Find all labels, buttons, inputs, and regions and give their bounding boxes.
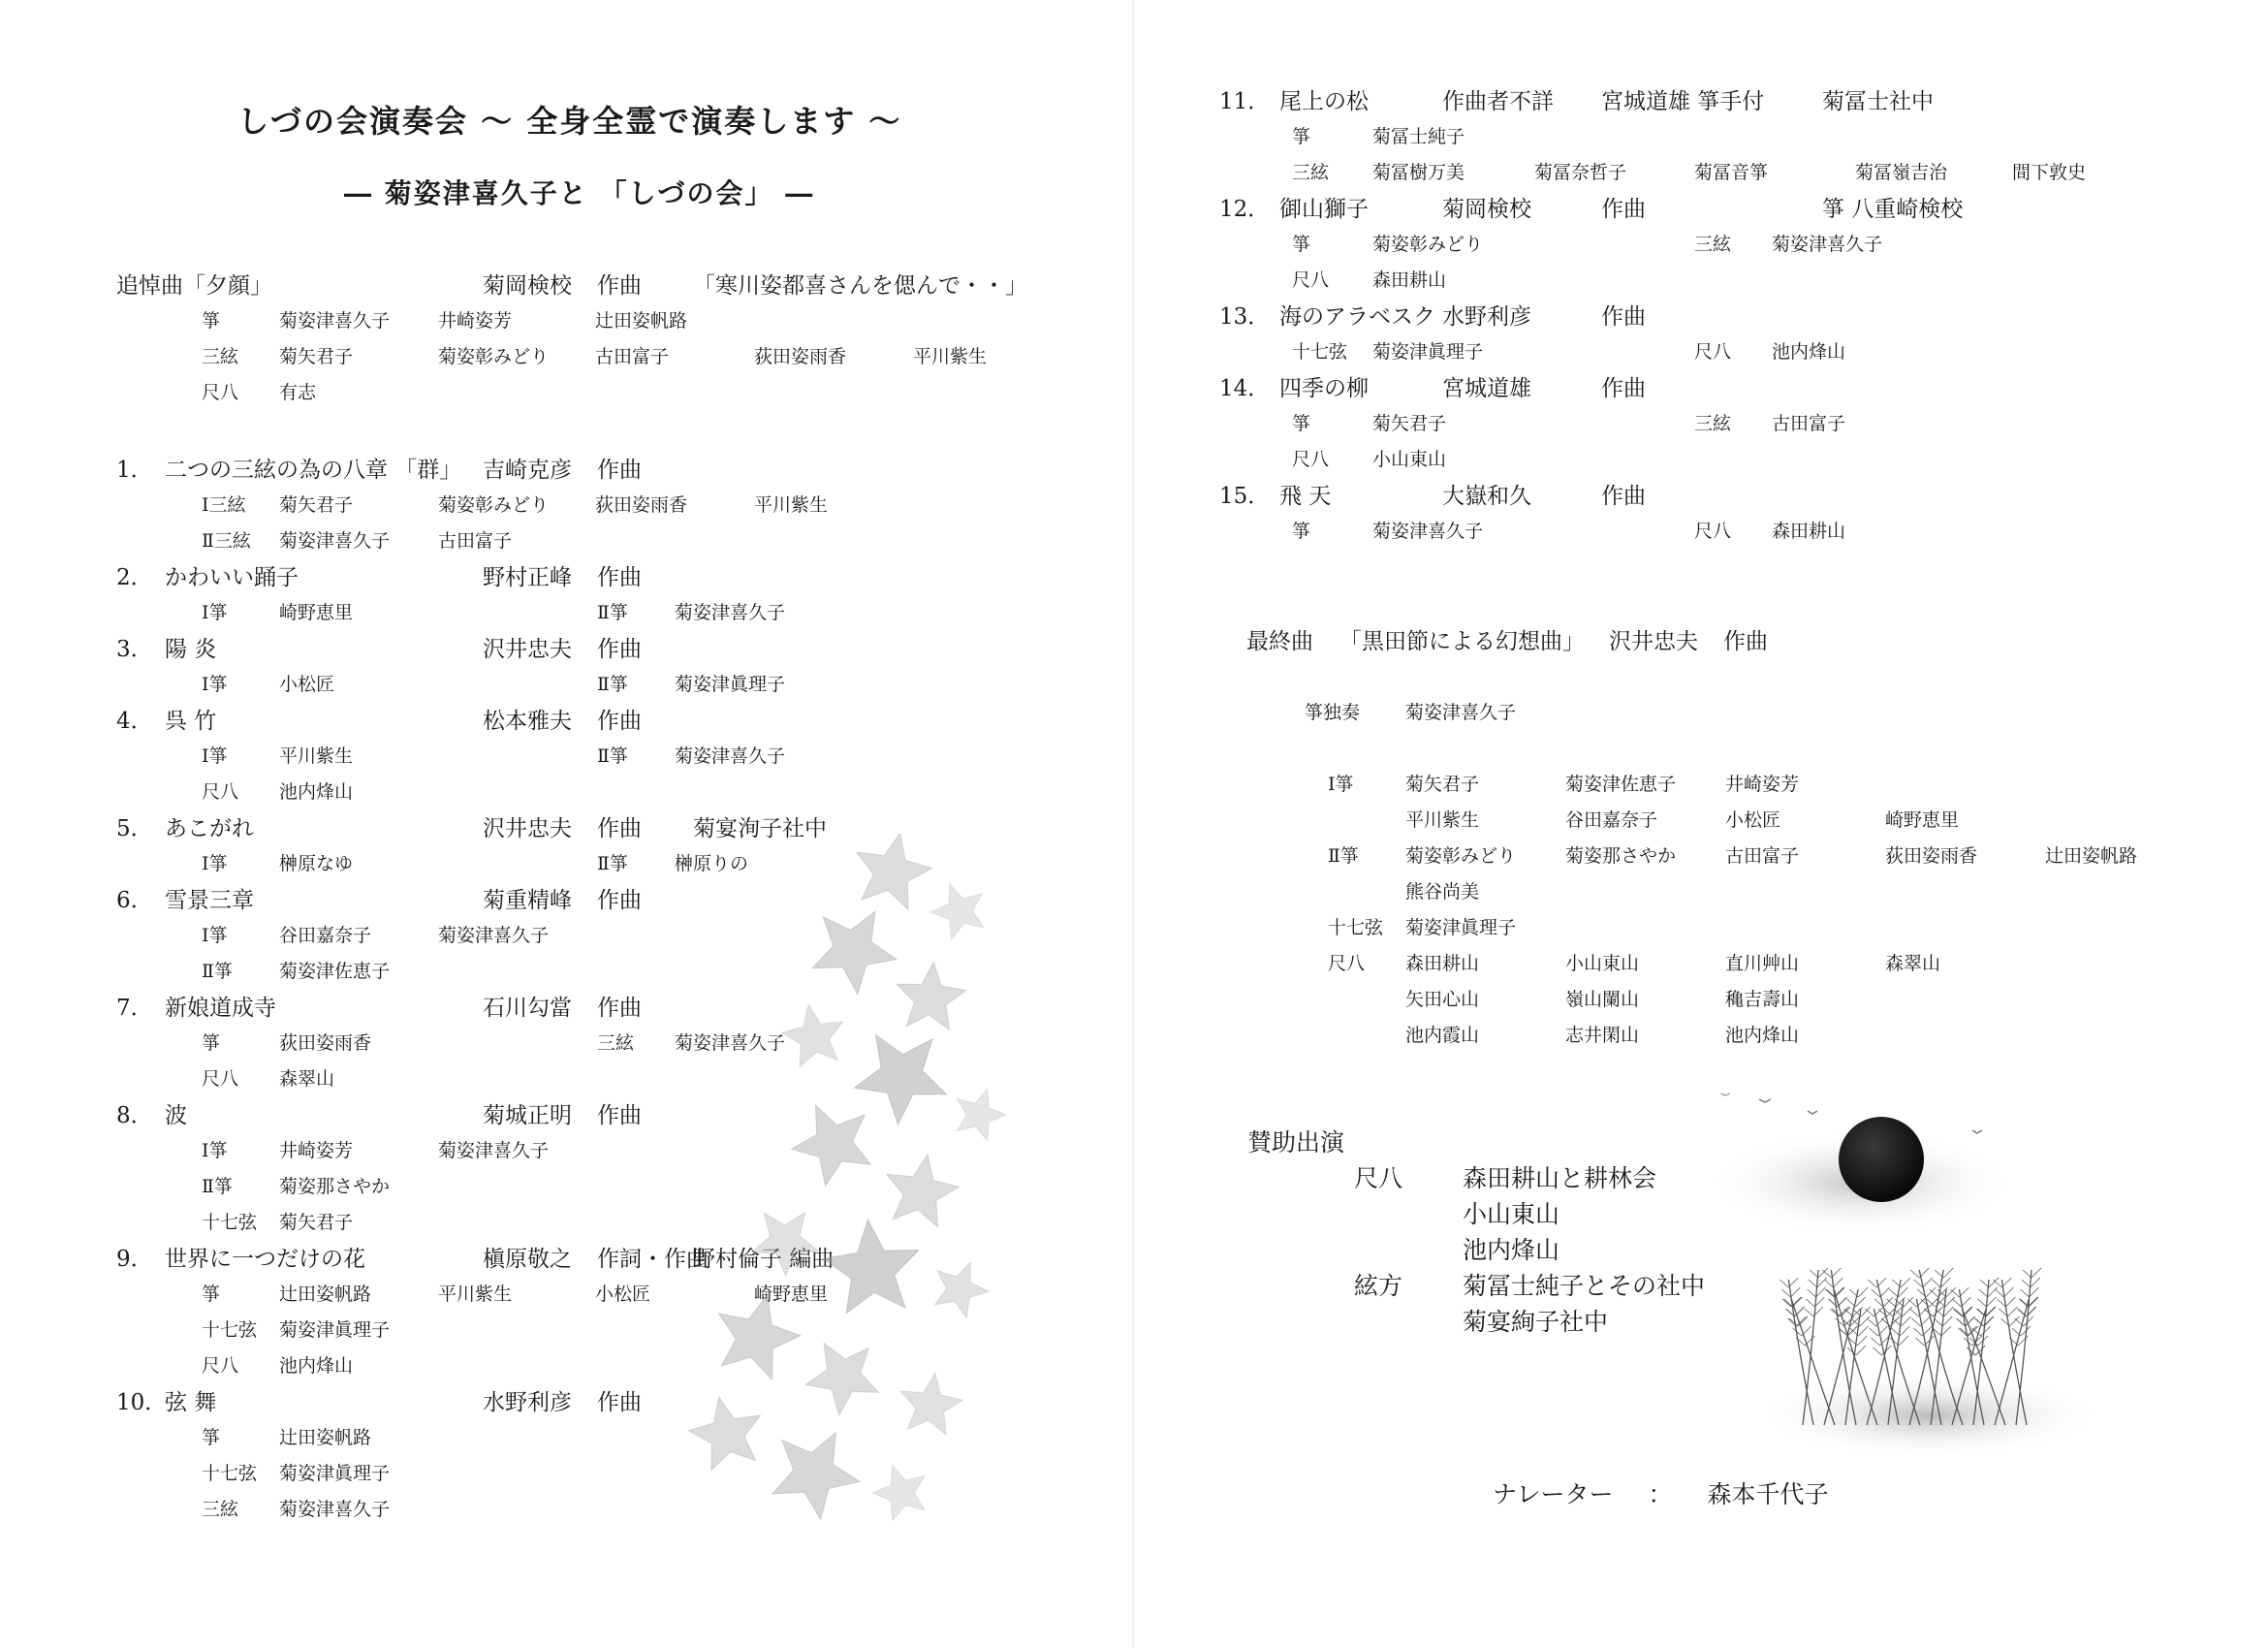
instrument-label: 尺八 [202, 1355, 239, 1377]
ensemble-row [1246, 797, 2177, 833]
program-role: 作曲 [597, 637, 642, 662]
instrument-label: 尺八 [1292, 269, 1330, 291]
program-composer: 沢井忠夫 [483, 816, 572, 841]
performer-name: 小山東山 [1372, 449, 1447, 470]
performer-name: 井崎姿芳 [1725, 774, 1800, 795]
program-number: 10． [116, 1390, 168, 1415]
performer-name: 有志 [279, 382, 317, 403]
program-list-right [1219, 78, 2237, 544]
performer-name: 菊矢君子 [1405, 774, 1480, 795]
performer-name: 菊姿彰みどり [438, 346, 550, 367]
instrument-label: 箏 [1292, 126, 1311, 147]
program-item-header [116, 625, 1086, 661]
performer-row [116, 298, 1086, 333]
program-item-header [1219, 472, 2237, 508]
solo-instrument: 箏独奏 [1305, 702, 1361, 723]
instrument-label: 三絃 [597, 1032, 635, 1054]
program-role: 作曲 [597, 1390, 642, 1415]
performer-row [116, 589, 1086, 625]
performer-name: 古田富子 [438, 530, 513, 552]
performer-name: 荻田姿雨香 [595, 494, 688, 516]
performer-name: 菊姿津眞理子 [675, 674, 786, 695]
performer-name: 菊姿津喜久子 [279, 310, 391, 332]
program-note: 菊宴洵子社中 [693, 816, 827, 841]
program-item [116, 625, 1086, 697]
program-item [1219, 364, 2237, 472]
performer-row [1219, 329, 2237, 364]
performer-name: 辻田姿帆路 [279, 1284, 372, 1305]
performer-name: 矢田心山 [1405, 989, 1480, 1010]
instrument-label: Ⅱ箏 [1328, 845, 1359, 867]
ensemble-row [1246, 976, 2177, 1012]
final-piece-label: 最終曲 [1246, 629, 1313, 654]
performer-name: 小松匠 [279, 674, 335, 695]
performer-name: 小松匠 [1725, 809, 1781, 831]
concert-title: しづの会演奏会 ～ 全身全霊で演奏します ～ [237, 103, 902, 140]
performer-name: 井崎姿芳 [279, 1140, 354, 1161]
instrument-label: Ⅱ箏 [202, 961, 233, 982]
program-role: 作曲 [597, 1103, 642, 1128]
program-number: 14． [1219, 376, 1271, 401]
program-composer: 野村正峰 [483, 565, 572, 590]
performer-name: 菊姿彰みどり [438, 494, 550, 516]
program-number: 6． [116, 888, 153, 913]
performer-name: 菊姿津喜久子 [675, 745, 786, 767]
instrument-label: 十七弦 [1328, 917, 1384, 938]
instrument-label: Ⅰ箏 [1328, 774, 1354, 795]
performer-name: 井崎姿芳 [438, 310, 513, 332]
program-note: 菊冨士社中 [1822, 89, 1934, 114]
program-title: 波 [165, 1103, 187, 1128]
pampas-grass-illustration [1745, 1251, 2113, 1464]
ensemble-row [1246, 940, 2177, 976]
instrument-label: 尺八 [1694, 341, 1732, 363]
final-piece [1246, 618, 2177, 1048]
instrument-label: 尺八 [1292, 449, 1330, 470]
performer-name: 菊姿津喜久子 [279, 530, 391, 552]
program-item [116, 554, 1086, 625]
instrument-label: 尺八 [1328, 953, 1366, 974]
instrument-label: 尺八 [202, 1068, 239, 1090]
instrument-label: 絃方 [1354, 1272, 1403, 1300]
program-role: 作曲 [597, 709, 642, 734]
instrument-label: Ⅰ箏 [202, 602, 228, 623]
performer-name: 菊矢君子 [279, 1212, 354, 1233]
maple-leaves-illustration [669, 834, 1037, 1532]
program-item-header [116, 554, 1086, 589]
program-number: 15． [1219, 484, 1271, 509]
performer-name: 小山東山 [1565, 953, 1640, 974]
performer-name: 荻田姿雨香 [1885, 845, 1978, 867]
program-item [116, 697, 1086, 805]
program-number: 12． [1219, 197, 1271, 222]
instrument-label: 箏 [202, 1032, 221, 1054]
program-number: 3． [116, 637, 153, 662]
program-title: あこがれ [165, 816, 254, 841]
program-composer: 菊岡検校 [483, 273, 572, 299]
program-title: 追悼曲「夕顔」 [116, 273, 272, 299]
program-role: 作曲 [597, 458, 642, 483]
performer-name: 崎野恵里 [1885, 809, 1960, 831]
performer-row [1219, 508, 2237, 544]
program-role: 作曲 [1601, 484, 1646, 509]
performer-name: 森翠山 [279, 1068, 335, 1090]
performer-name: 古田富子 [1772, 413, 1846, 434]
performer-row [116, 333, 1086, 369]
instrument-label: Ⅱ箏 [597, 745, 628, 767]
instrument-label: Ⅰ箏 [202, 925, 228, 946]
performer-name: 菊矢君子 [279, 494, 354, 516]
program-item-header [1219, 364, 2237, 400]
instrument-label: Ⅱ箏 [202, 1176, 233, 1197]
performer-name: 榊原りの [675, 853, 749, 874]
performer-name: 平川紫生 [913, 346, 988, 367]
program-composer: 水野利彦 [1442, 304, 1531, 330]
performer-name: 小山東山 [1463, 1200, 1560, 1228]
instrument-label: Ⅱ箏 [597, 853, 628, 874]
program-title: 海のアラベスク [1279, 304, 1435, 330]
performer-name: 森田耕山と耕林会 [1463, 1164, 1657, 1192]
performer-name: 池内烽山 [279, 781, 354, 803]
performer-name: 辻田姿帆路 [595, 310, 688, 332]
performer-name: 菊冨士純子 [1372, 126, 1465, 147]
program-note: 箏 八重崎検校 [1822, 197, 1964, 222]
performer-name: 菊姿彰みどり [1405, 845, 1517, 867]
performer-name: 熊谷尚美 [1405, 881, 1480, 903]
program-number: 2． [116, 565, 153, 590]
instrument-label: Ⅱ箏 [597, 602, 628, 623]
performer-name: 菊姿津眞理子 [1372, 341, 1484, 363]
concert-subtitle: ― 菊姿津喜久子と 「しづの会」 ― [344, 177, 815, 209]
support-row [1247, 1263, 1829, 1299]
performer-name: 菊姿津喜久子 [438, 1140, 550, 1161]
program-title: 二つの三絃の為の八章 「群」 [165, 458, 462, 483]
performer-name: 菊姿津喜久子 [1372, 521, 1484, 542]
support-row [1247, 1299, 1829, 1335]
program-composer: 菊城正明 [483, 1103, 572, 1128]
program-role: 作曲 [597, 816, 642, 841]
program-number: 13． [1219, 304, 1271, 330]
instrument-label: 三絃 [202, 346, 239, 367]
performer-name: 平川紫生 [279, 745, 354, 767]
program-role: 作曲 [597, 565, 642, 590]
instrument-label: 尺八 [202, 781, 239, 803]
ensemble-row [1246, 761, 2177, 797]
performer-row [1219, 257, 2237, 293]
performer-name: 菊姿津喜久子 [675, 1032, 786, 1054]
instrument-label: Ⅰ箏 [202, 674, 228, 695]
support-label: 賛助出演 [1247, 1128, 1345, 1157]
program-title: 尾上の松 [1279, 89, 1369, 114]
program-title: かわいい踊子 [165, 565, 299, 590]
performer-name: 直川艸山 [1725, 953, 1800, 974]
program-composer: 大嶽和久 [1442, 484, 1531, 509]
performer-name: 池内烽山 [1463, 1236, 1560, 1264]
instrument-label: 十七弦 [202, 1319, 258, 1341]
program-item-header [116, 262, 1086, 298]
performer-name: 菊姿津喜久子 [675, 602, 786, 623]
performer-name: 間下敦史 [2012, 162, 2087, 183]
instrument-label: 十七弦 [1292, 341, 1348, 363]
performer-name: 荻田姿雨香 [754, 346, 847, 367]
instrument-label: 箏 [1292, 521, 1311, 542]
solo-performer: 菊姿津喜久子 [1405, 702, 1517, 723]
program-title: 世界に一つだけの花 [165, 1247, 365, 1272]
program-item [1219, 472, 2237, 544]
instrument-label: 三絃 [202, 1499, 239, 1520]
performer-row [116, 769, 1086, 805]
performer-name: 平川紫生 [438, 1284, 513, 1305]
program-title: 呉 竹 [165, 709, 217, 734]
final-piece-composer: 沢井忠夫 [1609, 629, 1698, 654]
instrument-label: Ⅰ箏 [202, 745, 228, 767]
program-item-header [116, 446, 1086, 482]
program-title: 弦 舞 [165, 1390, 217, 1415]
instrument-label: 尺八 [1694, 521, 1732, 542]
narrator-separator: ： [1648, 1480, 1673, 1508]
instrument-label: 三絃 [1694, 413, 1732, 434]
performer-name: 菊姿津佐恵子 [279, 961, 391, 982]
performer-name: 榊原なゆ [279, 853, 354, 874]
performer-name: 菊姿津喜久子 [1772, 234, 1883, 255]
performer-name: 辻田姿帆路 [2045, 845, 2138, 867]
performer-row [116, 733, 1086, 769]
instrument-label: 三絃 [1292, 162, 1330, 183]
performer-name: 菊冨奈哲子 [1534, 162, 1627, 183]
program-item [116, 446, 1086, 554]
ensemble-row [1246, 869, 2177, 904]
performer-name: 菊姿津佐恵子 [1565, 774, 1677, 795]
performer-name: 辻田姿帆路 [279, 1427, 372, 1448]
performer-name: 穐吉壽山 [1725, 989, 1800, 1010]
instrument-label: 箏 [202, 1427, 221, 1448]
performer-name: 菊姿津喜久子 [279, 1499, 391, 1520]
performer-row [1219, 400, 2237, 436]
program-note: 「寒川姿都喜さんを偲んで・・」 [693, 273, 1027, 299]
performer-name: 菊冨音箏 [1694, 162, 1769, 183]
program-item [116, 262, 1086, 405]
performer-name: 嶺山闌山 [1565, 989, 1640, 1010]
performer-name: 菊冨士純子とその社中 [1463, 1272, 1706, 1300]
ensemble-row [1246, 904, 2177, 940]
program-role: 作曲 [1601, 376, 1646, 401]
performer-name: 菊姿津喜久子 [438, 925, 550, 946]
performer-name: 菊姿津眞理子 [1405, 917, 1517, 938]
instrument-label: 箏 [202, 310, 221, 332]
performer-name: 谷田嘉奈子 [1565, 809, 1658, 831]
program-role: 宮城道雄 箏手付 [1601, 89, 1765, 114]
program-note: 野村倫子 編曲 [693, 1247, 835, 1272]
performer-row [1219, 149, 2237, 185]
program-number: 8． [116, 1103, 153, 1128]
program-item [1219, 185, 2237, 293]
program-item [1219, 78, 2237, 185]
dark-moon-illustration [1701, 1086, 2021, 1251]
final-piece-header [1246, 618, 2177, 653]
performer-name: 谷田嘉奈子 [279, 925, 372, 946]
performer-name: 森田耕山 [1772, 521, 1846, 542]
ensemble-row [1246, 833, 2177, 869]
narrator-line [1493, 1475, 1855, 1510]
instrument-label: Ⅱ箏 [597, 674, 628, 695]
program-title: 御山獅子 [1279, 197, 1369, 222]
program-title: 新娘道成寺 [165, 996, 276, 1021]
program-title: 四季の柳 [1279, 376, 1369, 401]
instrument-label: Ⅰ三絃 [202, 494, 246, 516]
instrument-label: 尺八 [202, 382, 239, 403]
performer-row [1219, 436, 2237, 472]
performer-name: 平川紫生 [1405, 809, 1480, 831]
program-composer: 作曲者不詳 [1442, 89, 1554, 114]
program-composer: 水野利彦 [483, 1390, 572, 1415]
instrument-label: Ⅰ箏 [202, 1140, 228, 1161]
program-composer: 槇原敬之 [483, 1247, 572, 1272]
solo-row [1246, 689, 2177, 725]
instrument-label: 三絃 [1694, 234, 1732, 255]
program-composer: 吉崎克彦 [483, 458, 572, 483]
final-piece-role: 作曲 [1723, 629, 1768, 654]
program-composer: 石川勾當 [483, 996, 572, 1021]
performer-name: 崎野恵里 [754, 1284, 829, 1305]
instrument-label: 箏 [1292, 234, 1311, 255]
instrument-label: Ⅱ三絃 [202, 530, 251, 552]
ensemble-list [1246, 761, 2177, 1048]
performer-name: 志井閑山 [1565, 1025, 1640, 1046]
performer-row [1219, 113, 2237, 149]
program-number: 5． [116, 816, 153, 841]
program-title: 雪景三章 [165, 888, 254, 913]
performer-name: 菊姿津眞理子 [279, 1463, 391, 1484]
performer-row [116, 369, 1086, 405]
performer-name: 森田耕山 [1372, 269, 1447, 291]
ensemble-row [1246, 1012, 2177, 1048]
performer-name: 森田耕山 [1405, 953, 1480, 974]
program-composer: 宮城道雄 [1442, 376, 1531, 401]
final-piece-title: 「黒田節による幻想曲」 [1339, 629, 1585, 654]
performer-name: 池内烽山 [1772, 341, 1846, 363]
instrument-label: 箏 [1292, 413, 1311, 434]
performer-name: 森翠山 [1885, 953, 1941, 974]
performer-name: 菊矢君子 [279, 346, 354, 367]
performer-name: 菊冨樹万美 [1372, 162, 1465, 183]
performer-name: 古田富子 [1725, 845, 1800, 867]
instrument-label: 十七弦 [202, 1463, 258, 1484]
program-composer: 松本雅夫 [483, 709, 572, 734]
instrument-label: Ⅰ箏 [202, 853, 228, 874]
program-number: 7． [116, 996, 153, 1021]
performer-name: 菊宴絢子社中 [1463, 1308, 1609, 1336]
program-number: 11． [1219, 89, 1271, 114]
performer-name: 小松匠 [595, 1284, 651, 1305]
performer-name: 池内烽山 [1725, 1025, 1800, 1046]
program-number: 4． [116, 709, 153, 734]
program-title: 陽 炎 [165, 637, 217, 662]
performer-row [116, 518, 1086, 554]
program-composer: 沢井忠夫 [483, 637, 572, 662]
instrument-label: 十七弦 [202, 1212, 258, 1233]
performer-row [1219, 221, 2237, 257]
performer-name: 菊姿那さやか [1565, 845, 1677, 867]
program-role: 作曲 [1601, 197, 1646, 222]
instrument-label: 箏 [202, 1284, 221, 1305]
performer-row [116, 661, 1086, 697]
program-item-header [1219, 293, 2237, 329]
program-role: 作詞・作曲 [597, 1247, 709, 1272]
program-role: 作曲 [1601, 304, 1646, 330]
performer-name: 崎野恵里 [279, 602, 354, 623]
instrument-label: 尺八 [1354, 1164, 1403, 1192]
performer-name: 平川紫生 [754, 494, 829, 516]
program-item-header [116, 697, 1086, 733]
program-role: 作曲 [597, 273, 642, 299]
performer-name: 荻田姿雨香 [279, 1032, 372, 1054]
performer-name: 池内霞山 [1405, 1025, 1480, 1046]
performer-name: 菊姿津眞理子 [279, 1319, 391, 1341]
performer-name: 古田富子 [595, 346, 670, 367]
program-number: 9． [116, 1247, 153, 1272]
performer-row [116, 482, 1086, 518]
narrator-label: ナレーター [1493, 1480, 1614, 1508]
program-composer: 菊岡検校 [1442, 197, 1531, 222]
program-number: 1． [116, 458, 153, 483]
program-item-header [1219, 78, 2237, 113]
narrator-name: 森本千代子 [1707, 1480, 1829, 1508]
program-composer: 菊重精峰 [483, 888, 572, 913]
program-role: 作曲 [597, 996, 642, 1021]
performer-name: 菊姿那さやか [279, 1176, 391, 1197]
program-item [1219, 293, 2237, 364]
performer-name: 池内烽山 [279, 1355, 354, 1377]
program-title: 飛 天 [1279, 484, 1332, 509]
performer-name: 菊姿彰みどり [1372, 234, 1484, 255]
program-role: 作曲 [597, 888, 642, 913]
performer-name: 菊冨嶺吉治 [1855, 162, 1948, 183]
program-item-header [1219, 185, 2237, 221]
performer-name: 菊矢君子 [1372, 413, 1447, 434]
